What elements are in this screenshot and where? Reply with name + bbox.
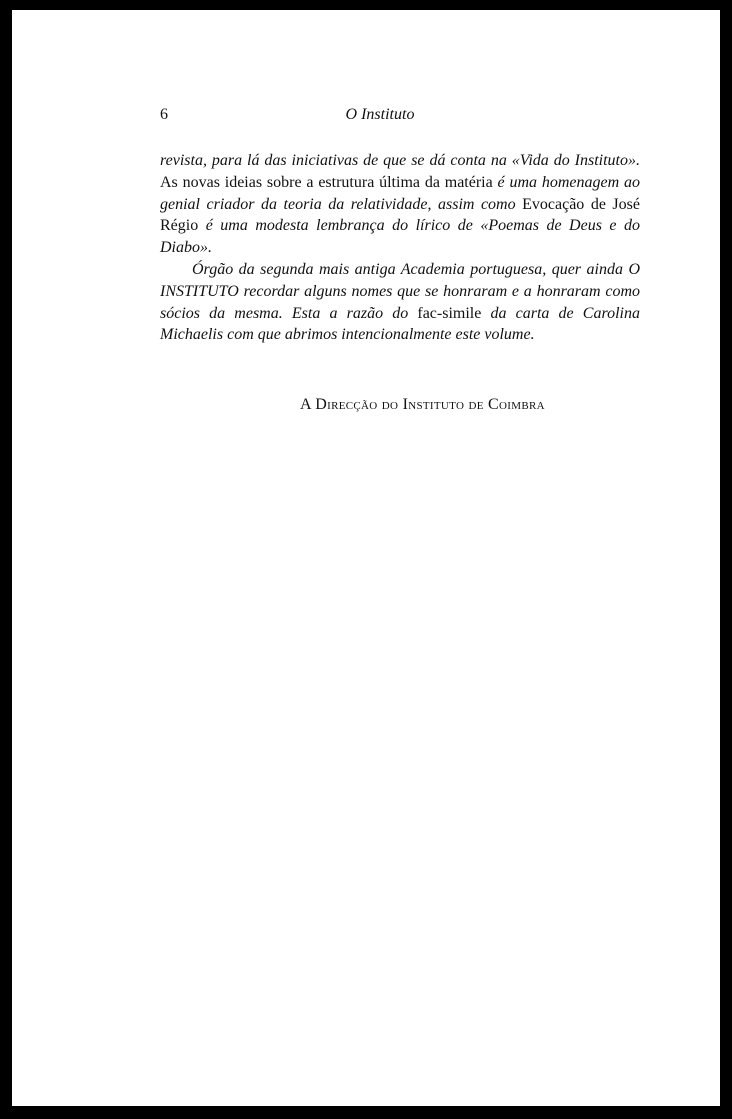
paragraph-1-span-4: Evocação: [515, 195, 591, 213]
paragraph-1: [160, 150, 640, 259]
paragraph-2-span-4: da carta de Carolina Michaelis com que abrimos intencionalmente este volume.: [160, 304, 640, 344]
page-number: 6: [160, 106, 168, 123]
paragraph-2-span-3: fac-simile: [408, 304, 491, 322]
paragraph-1-span-7: é uma modesta lembrança do lírico de «Poemas de Deus e do Diabo».: [160, 217, 641, 257]
paragraph-1-span-2: As novas ideias sobre a estrutura última da matéria: [160, 173, 498, 191]
paragraph-2: [160, 259, 640, 346]
signature: A Direcção do Instituto de Coimbra: [300, 396, 545, 413]
paragraph-1-span-3: é uma homenagem ao genial criador da teoria da relatividade, assim como: [160, 173, 640, 213]
paragraph-1-span-1: revista, para lá das iniciativas de que se dá conta na «Vida do Instituto».: [160, 152, 640, 169]
body-text: [160, 150, 640, 346]
paragraph-2-span-2: do: [392, 304, 409, 322]
running-header: [160, 106, 600, 130]
paragraph-2-span-1: Órgão da segunda mais antiga Academia portuguesa, quer ainda O INSTITUTO recordar alguns nomes que se honraram e a honraram como sócios da mesma. Esta a razão: [160, 260, 640, 322]
paragraph-1-span-5: de: [590, 195, 606, 213]
paragraph-1-span-6: José Régio: [160, 195, 640, 235]
running-title: O Instituto: [345, 106, 415, 123]
document-page: [12, 10, 720, 1106]
